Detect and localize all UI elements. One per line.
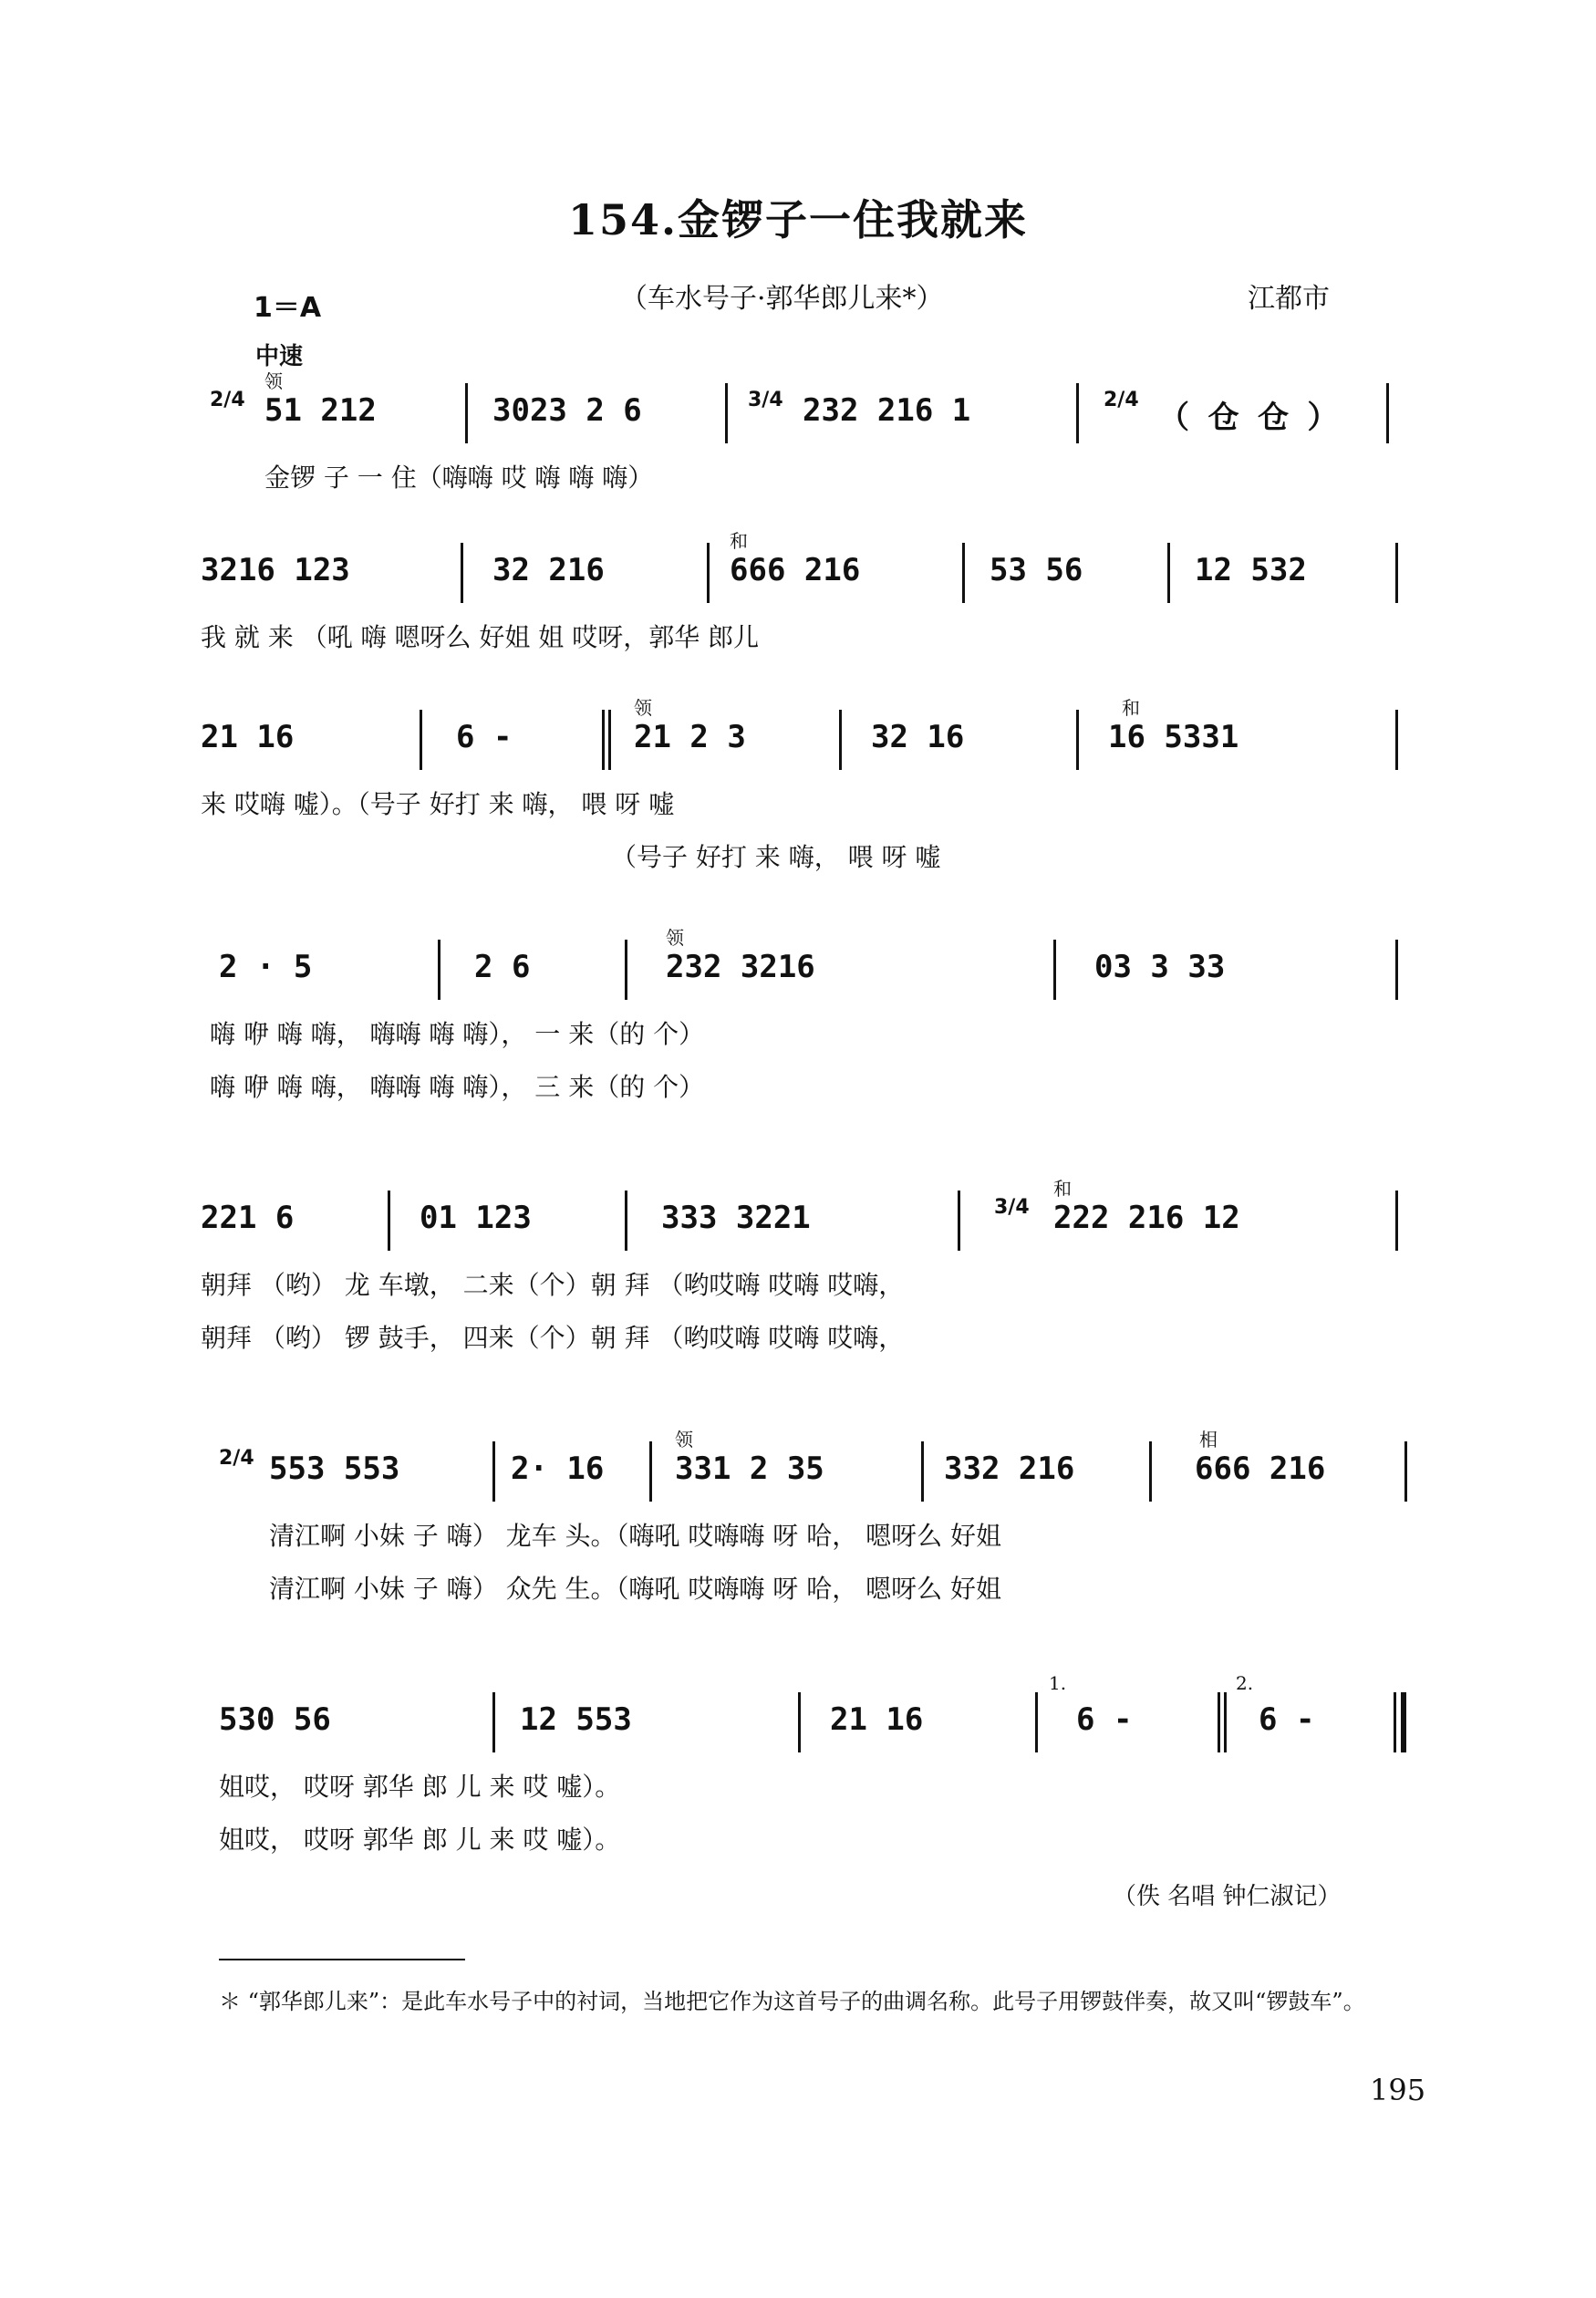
lyric-line: 清江啊 小妹 子 嗨） 众先 生。（嗨吼 哎嗨嗨 呀 哈， 嗯呀么 好姐: [269, 1574, 1002, 1604]
bar-line: [1149, 1441, 1152, 1502]
time-signature: 2/4: [1104, 389, 1139, 411]
bar-line: [492, 1692, 495, 1752]
lyric-line: 我 就 来 （吼 嗨 嗯呀么 好姐 姐 哎呀，郭华 郎儿: [201, 622, 760, 652]
lyric-line: 姐哎， 哎呀 郭华 郎 儿 来 哎 嘘）。: [219, 1825, 621, 1855]
chorus-mark: 和: [1053, 1178, 1072, 1200]
bar-line: [388, 1191, 390, 1251]
bar-line: [1395, 710, 1398, 770]
note-group: 6 -: [456, 719, 513, 755]
volta-2-mark: 2.: [1236, 1672, 1254, 1694]
note-group: 222 216 12: [1053, 1200, 1240, 1236]
lyric-line: 清江啊 小妹 子 嗨） 龙车 头。（嗨吼 哎嗨嗨 呀 哈， 嗯呀么 好姐: [269, 1521, 1002, 1551]
song-title: 154.金锣子一住我就来: [567, 195, 1029, 244]
note-group: 221 6: [201, 1200, 295, 1236]
note-group: 21 2 3: [634, 719, 746, 755]
note-group: 12 532: [1195, 552, 1307, 588]
key-signature: 1＝A: [254, 292, 322, 324]
time-signature: 2/4: [219, 1447, 254, 1470]
bar-line: [958, 1191, 960, 1251]
bar-line: [1167, 543, 1170, 603]
note-group: 32 16: [871, 719, 965, 755]
note-group: 332 216: [944, 1451, 1075, 1487]
lyric-line: 来 哎嗨 嘘）。（号子 好打 来 嗨， 喂 呀 嘘: [201, 789, 675, 819]
time-signature: 3/4: [748, 389, 783, 411]
notes-row: [201, 1196, 1414, 1263]
notes-row: [201, 389, 1414, 456]
note-group: 21 16: [830, 1701, 924, 1738]
song-subtitle: （车水号子·郭华郎儿来*）: [620, 283, 944, 315]
note-group: 6 -: [1259, 1701, 1315, 1738]
lead-mark: 领: [264, 370, 283, 392]
lyric-line: 嗨 咿 嗨 嗨， 嗨嗨 嗨 嗨）， 一 来（的 个）: [210, 1019, 705, 1049]
notes-row: [201, 949, 1414, 1013]
note-group: 666 216: [730, 552, 861, 588]
bar-line: [1035, 1692, 1038, 1752]
note-group: 530 56: [219, 1701, 331, 1738]
notes-row: [201, 1447, 1414, 1514]
note-group: 2 · 5: [219, 949, 313, 985]
note-group: （ 仓 仓 ）: [1158, 400, 1339, 436]
page-number: 195: [1370, 2073, 1426, 2107]
bar-line: [1053, 940, 1056, 1000]
note-group: 3023 2 6: [492, 392, 642, 429]
bar-line: [725, 383, 728, 443]
lead-mark: 领: [666, 927, 684, 949]
note-group: 2 6: [474, 949, 531, 985]
bar-line: [492, 1441, 495, 1502]
note-group: 03 3 33: [1094, 949, 1226, 985]
bar-line: [649, 1441, 652, 1502]
volta-1-mark: 1.: [1049, 1672, 1067, 1694]
lyric-line: 朝拜 （哟） 锣 鼓手， 四来（个）朝 拜 （哟哎嗨 哎嗨 哎嗨，: [201, 1323, 905, 1353]
bar-line: [1076, 710, 1079, 770]
note-group: 01 123: [420, 1200, 532, 1236]
note-group: 16 5331: [1108, 719, 1239, 755]
lyric-line: 金锣 子 一 住（嗨嗨 哎 嗨 嗨 嗨）: [264, 463, 654, 493]
bar-line: [1386, 383, 1389, 443]
bar-line: [465, 383, 468, 443]
bar-line: [962, 543, 965, 603]
bar-line: [1395, 940, 1398, 1000]
lead-mark: 领: [634, 697, 652, 719]
chorus-mark: 和: [730, 530, 748, 552]
note-group: 6 -: [1076, 1701, 1133, 1738]
place-name: 江都市: [1248, 283, 1330, 315]
bar-line: [1401, 1692, 1406, 1752]
lead-mark: 领: [675, 1429, 693, 1451]
time-signature: 3/4: [994, 1196, 1030, 1219]
chorus-mark: 相: [1199, 1429, 1218, 1451]
lyric-line: （号子 好打 来 嗨， 喂 呀 嘘: [611, 842, 941, 872]
bar-line: [798, 1692, 801, 1752]
bar-line: [1404, 1441, 1407, 1502]
bar-line: [608, 710, 611, 770]
note-group: 32 216: [492, 552, 605, 588]
bar-line: [921, 1441, 924, 1502]
note-group: 3216 123: [201, 552, 350, 588]
bar-line: [839, 710, 842, 770]
bar-line: [1394, 1692, 1396, 1752]
note-group: 232 3216: [666, 949, 815, 985]
note-group: 666 216: [1195, 1451, 1326, 1487]
lyric-line: 朝拜 （哟） 龙 车墩， 二来（个）朝 拜 （哟哎嗨 哎嗨 哎嗨，: [201, 1270, 905, 1300]
note-group: 232 216 1: [803, 392, 971, 429]
note-group: 331 2 35: [675, 1451, 824, 1487]
footnote-divider: [219, 1959, 465, 1960]
bar-line: [1218, 1692, 1220, 1752]
notes-row: [201, 719, 1414, 783]
footnote: ＊ “郭华郎儿来”：是此车水号子中的衬词，当地把它作为这首号子的曲调名称。此号子用锣鼓伴奏，故又叫“锣鼓车”。: [219, 1989, 1365, 2014]
bar-line: [625, 940, 627, 1000]
time-signature: 2/4: [210, 389, 245, 411]
chorus-mark: 和: [1122, 697, 1140, 719]
note-group: 553 553: [269, 1451, 400, 1487]
bar-line: [602, 710, 605, 770]
bar-line: [1395, 543, 1398, 603]
notes-row: [201, 1701, 1414, 1765]
bar-line: [1224, 1692, 1227, 1752]
bar-line: [461, 543, 463, 603]
note-group: 2· 16: [511, 1451, 605, 1487]
note-group: 51 212: [264, 392, 377, 429]
note-group: 21 16: [201, 719, 295, 755]
note-group: 333 3221: [661, 1200, 811, 1236]
bar-line: [707, 543, 710, 603]
bar-line: [1076, 383, 1079, 443]
credit-line: （佚 名唱 钟仁淑记）: [1113, 1883, 1342, 1910]
note-group: 12 553: [520, 1701, 632, 1738]
lyric-line: 姐哎， 哎呀 郭华 郎 儿 来 哎 嘘）。: [219, 1772, 621, 1802]
bar-line: [420, 710, 422, 770]
bar-line: [1395, 1191, 1398, 1251]
notes-row: [201, 552, 1414, 616]
tempo-marking: 中速: [255, 343, 304, 370]
bar-line: [625, 1191, 627, 1251]
bar-line: [438, 940, 440, 1000]
note-group: 53 56: [990, 552, 1083, 588]
lyric-line: 嗨 咿 嗨 嗨， 嗨嗨 嗨 嗨）， 三 来（的 个）: [210, 1072, 705, 1102]
